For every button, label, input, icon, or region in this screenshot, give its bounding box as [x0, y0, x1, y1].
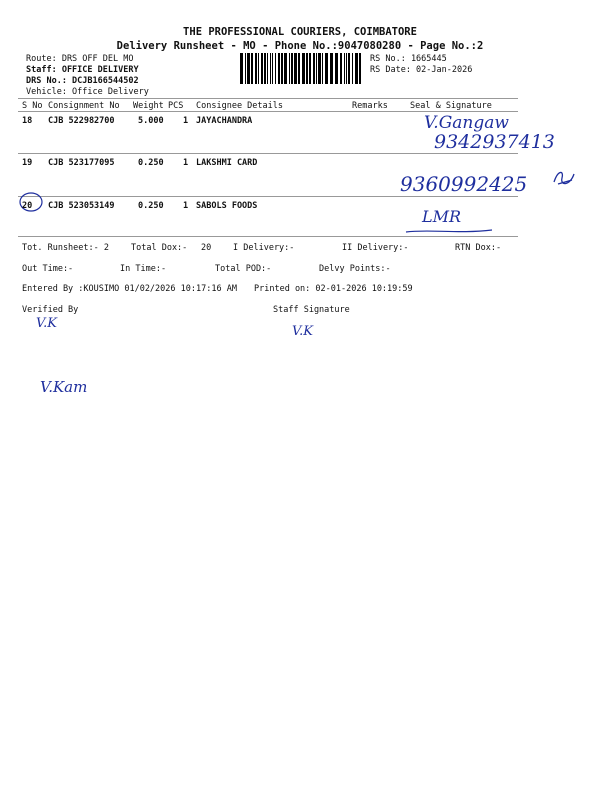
barcode-bar: [325, 53, 328, 84]
barcode-bar: [348, 53, 350, 84]
row-20-pcs: 1: [183, 201, 189, 211]
row-18-sno: 18: [22, 116, 33, 126]
row-20-consignee: SABOLS FOODS: [196, 201, 258, 211]
barcode-bar: [344, 53, 345, 84]
row-18-consignee: JAYACHANDRA: [196, 116, 253, 126]
row-19-pcs: 1: [183, 158, 189, 168]
barcode-bar: [298, 53, 300, 84]
handwritten-signature: V.Kam: [40, 378, 88, 396]
col-seal-signature: Seal & Signature: [410, 101, 492, 111]
barcode-bar: [359, 53, 361, 84]
barcode-bar: [261, 53, 263, 84]
barcode-bar: [255, 53, 257, 84]
barcode-bar: [278, 53, 280, 84]
row-20-consignment: CJB 523053149: [48, 201, 115, 211]
barcode-bar: [316, 53, 317, 84]
row-20-sno: 20: [22, 201, 33, 211]
row-18-weight: 5.000: [138, 116, 164, 126]
barcode-bar: [346, 53, 347, 84]
handwritten-phone: 9360992425: [400, 172, 528, 196]
row-19-sno: 19: [22, 158, 33, 168]
col-sno: S No: [22, 101, 43, 111]
barcode-bar: [272, 53, 273, 84]
total-dox-label: Total Dox:-: [131, 243, 188, 253]
in-time: In Time:-: [120, 264, 167, 274]
row-divider: [18, 153, 518, 154]
barcode-bar: [270, 53, 271, 84]
barcode-bar: [251, 53, 253, 84]
row-20-weight: 0.250: [138, 201, 164, 211]
barcode-bar: [318, 53, 321, 84]
ii-delivery: II Delivery:-: [342, 243, 409, 253]
row-18-pcs: 1: [183, 116, 189, 126]
total-dox-value: 20: [201, 243, 212, 253]
handwritten-signature: V.Gangaw: [424, 113, 509, 133]
row-19-consignment: CJB 523177095: [48, 158, 115, 168]
barcode-bar: [284, 53, 287, 84]
table-bottom-rule: [18, 236, 518, 237]
barcode-bar: [267, 53, 268, 84]
underline-stroke: [404, 227, 494, 235]
runsheet-subtitle: Delivery Runsheet - MO - Phone No.:9047080280 - Page No.:2: [116, 40, 484, 52]
barcode-bar: [322, 53, 323, 84]
header-bottom-rule: [18, 111, 518, 112]
staff-initials: V.K: [292, 324, 313, 339]
barcode-bar: [330, 53, 333, 84]
drs-number: DRS No.: DCJB166544502: [26, 76, 139, 86]
staff-label: Staff: OFFICE DELIVERY: [26, 65, 139, 75]
barcode-bar: [264, 53, 266, 84]
company-title: THE PROFESSIONAL COURIERS, COIMBATORE: [183, 26, 417, 38]
handwritten-initials: LMR: [422, 207, 462, 226]
header-top-rule: [18, 98, 518, 99]
vehicle-label: Vehicle: Office Delivery: [26, 87, 149, 97]
col-consignee: Consignee Details: [196, 101, 283, 111]
tot-runsheet: Tot. Runsheet:- 2: [22, 243, 109, 253]
barcode-bar: [281, 53, 283, 84]
barcode-bar: [355, 53, 358, 84]
barcode-bar: [309, 53, 311, 84]
i-delivery: I Delivery:-: [233, 243, 295, 253]
barcode-bar: [240, 53, 243, 84]
out-time: Out Time:-: [22, 264, 74, 274]
barcode-bar: [352, 53, 353, 84]
barcode-bar: [258, 53, 259, 84]
barcode-bar: [291, 53, 293, 84]
row-18-consignment: CJB 522982700: [48, 116, 115, 126]
barcode-bar: [313, 53, 315, 84]
scribble-mark: [550, 168, 578, 190]
barcode-bar: [275, 53, 276, 84]
rtn-dox: RTN Dox:-: [455, 243, 502, 253]
barcode-bar: [289, 53, 290, 84]
rs-number: RS No.: 1665445: [370, 54, 447, 64]
entered-by: Entered By :KOUSIMO 01/02/2026 10:17:16 AM: [22, 284, 237, 294]
handwritten-phone: 9342937413: [434, 131, 555, 153]
verified-by-label: Verified By: [22, 305, 79, 315]
barcode-bar: [302, 53, 305, 84]
barcode: [240, 53, 364, 84]
delvy-points: Delvy Points:-: [319, 264, 391, 274]
row-19-weight: 0.250: [138, 158, 164, 168]
barcode-bar: [335, 53, 338, 84]
verified-initials: V.K: [36, 316, 57, 331]
printed-on: Printed on: 02-01-2026 10:19:59: [254, 284, 413, 294]
barcode-bar: [294, 53, 297, 84]
col-pcs: PCS: [168, 101, 184, 111]
total-pod: Total POD:-: [215, 264, 272, 274]
col-remarks: Remarks: [352, 101, 388, 111]
col-weight: Weight: [133, 101, 164, 111]
barcode-bar: [340, 53, 342, 84]
rs-date: RS Date: 02-Jan-2026: [370, 65, 473, 75]
barcode-bar: [306, 53, 308, 84]
row-19-consignee: LAKSHMI CARD: [196, 158, 258, 168]
row-divider: [18, 196, 518, 197]
col-consignment: Consignment No: [48, 101, 120, 111]
route-label: Route: DRS OFF DEL MO: [26, 54, 134, 64]
staff-signature-label: Staff Signature: [273, 305, 350, 315]
barcode-bar: [247, 53, 250, 84]
barcode-bar: [245, 53, 246, 84]
